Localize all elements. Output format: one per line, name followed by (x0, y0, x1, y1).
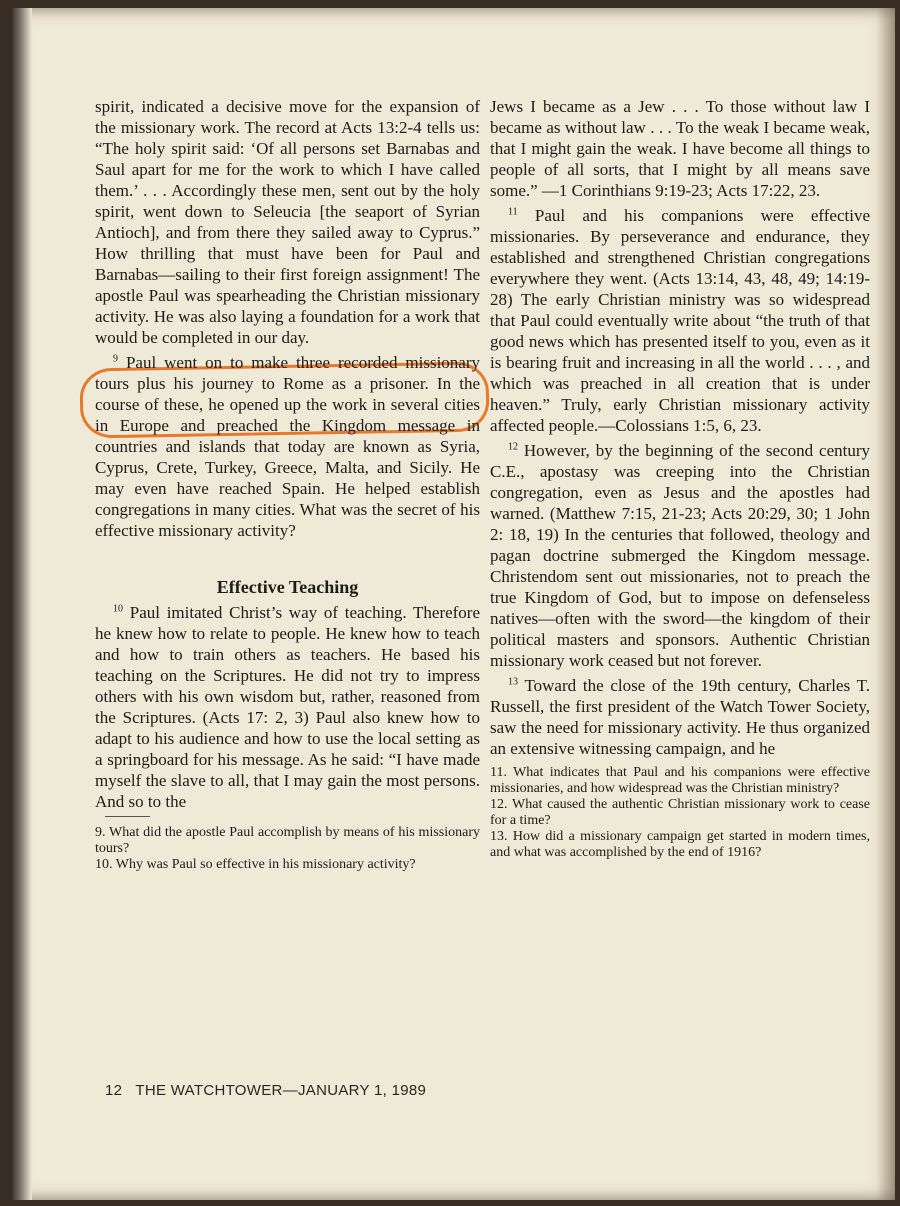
section-heading: Effective Teaching (216, 577, 359, 597)
question-13: 13. How did a missionary campaign get started in modern times, and what was accomplished by the end of 1916? (490, 829, 870, 860)
study-questions (490, 765, 870, 861)
paragraph-12 (490, 440, 870, 671)
page-spine-shadow (10, 8, 32, 1200)
paragraph-text: Paul and his companions were effective missionaries. By perseverance and endurance, they established and strengthened Christian congregations everywhere they went. (Acts 13:14, 43, 48, 49; 14:19-28) The early Christian ministry was so widespread that Paul could eventually write about “the truth of that good news which has presented itself to you, even as it is bearing fruit and increasing in all the world . . . , and which was preached in all creation that is under heaven.” Truly, early Christian missionary activity affected people.—Colossians 1:5, 6, 23. (490, 206, 871, 435)
paragraph-number: 12 (508, 441, 518, 453)
paragraph-10 (95, 602, 480, 812)
left-column (95, 96, 480, 873)
question-12: 12. What caused the authentic Christian missionary work to cease for a time? (490, 797, 870, 828)
paragraph-9 (95, 352, 480, 541)
paragraph-text: Paul imitated Christ’s way of teaching. Therefore he knew how to relate to people. He knew how to teach and how to train others as teachers. He based his teaching on the Scriptures. He did not try to impress others with his own wisdom but, rather, reasoned from the Scriptures. (Acts 17: 2, 3) Paul also knew how to adapt to his audience and how to use the local setting as a springboard for his message. As he said: “I have made myself the slave to all, that I may gain the most persons. And so to the (95, 603, 481, 811)
magazine-page (10, 8, 895, 1200)
paragraph-text: Toward the close of the 19th century, Charles T. Russell, the first president of the Watch Tower Society, saw the need for missionary activity. He thus organized an extensive witnessing campaign, and he (490, 676, 870, 758)
study-questions (95, 825, 480, 873)
right-column (490, 96, 870, 861)
paragraph-number: 11 (508, 206, 518, 218)
paragraph-intro: spirit, indicated a decisive move for the expansion of the missionary work. The record at Acts 13:2-4 tells us: “The holy spirit said: ‘Of all persons set Barnabas and Saul apart for me for the work to which I have called them.’ . . . Accordingly these men, sent out by the holy spirit, went down to Seleucia [the seaport of Syrian Antioch], and from there they sailed away to Cyprus.” How thrilling that must have been for Paul and Barnabas—sailing to their first foreign assignment! The apostle Paul was spearheading the Christian missionary activity. He was also laying a foundation for a work that would be completed in our day. (95, 97, 480, 347)
question-11: 11. What indicates that Paul and his companions were effective missionaries, and how widespread was the Christian ministry? (490, 765, 870, 796)
page-edge-shadow (877, 8, 895, 1200)
paragraph-number: 9 (113, 353, 118, 365)
page-footer: 12 THE WATCHTOWER—JANUARY 1, 1989 (105, 1082, 427, 1099)
paragraph-number: 13 (508, 676, 518, 688)
paragraph-11 (490, 205, 870, 436)
question-10: 10. Why was Paul so effective in his missionary activity? (95, 857, 416, 872)
paragraph-text: However, by the beginning of the second century C.E., apostasy was creeping into the Christian congregation, even as Jesus and the apostles had warned. (Matthew 7:15, 21-23; Acts 20:29, 30; 1 John 2: 18, 19) In the centuries that followed, theology and pagan doctrine submerged the Kingdom message. Christendom sent out missionaries, not to preach the true Kingdom of God, but to impose on defenseless natives—often with the sword—the kingdom of their political masters and sponsors. Authentic Christian missionary work ceased but not forever. (490, 441, 870, 670)
footnote-divider (105, 816, 150, 817)
paragraph-continued: Jews I became as a Jew . . . To those without law I became as without law . . . To the weak I became weak, that I might gain the weak. I have become all things to people of all sorts, that I might by all means save some.” —1 Corinthians 9:19-23; Acts 17:22, 23. (490, 97, 870, 200)
paragraph-number: 10 (113, 603, 123, 615)
paragraph-text: Paul went on to make three recorded missionary tours plus his journey to Rome as a prisoner. In the course of these, he opened up the work in several cities in Europe and preached the Kingdom message in countries and islands that today are known as Syria, Cyprus, Crete, Turkey, Greece, Malta, and Sicily. He may even have reached Spain. He helped establish congregations in many cities. What was the secret of his effective missionary activity? (95, 353, 481, 540)
paragraph-13 (490, 675, 870, 759)
question-9: 9. What did the apostle Paul accomplish by means of his missionary tours? (95, 825, 480, 856)
